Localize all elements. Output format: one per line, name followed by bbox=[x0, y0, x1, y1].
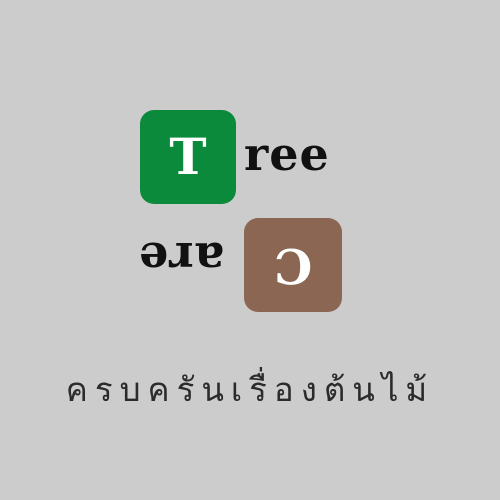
logo-letter-c: C bbox=[273, 237, 313, 293]
green-t-tile bbox=[140, 110, 236, 204]
tagline: ครบครันเรื่องต้นไม้ bbox=[65, 370, 435, 409]
brown-c-tile bbox=[244, 218, 342, 312]
logo-word-are: are bbox=[138, 232, 225, 286]
logo-letter-t: T bbox=[169, 127, 207, 186]
logo-word-ree: ree bbox=[244, 127, 330, 181]
